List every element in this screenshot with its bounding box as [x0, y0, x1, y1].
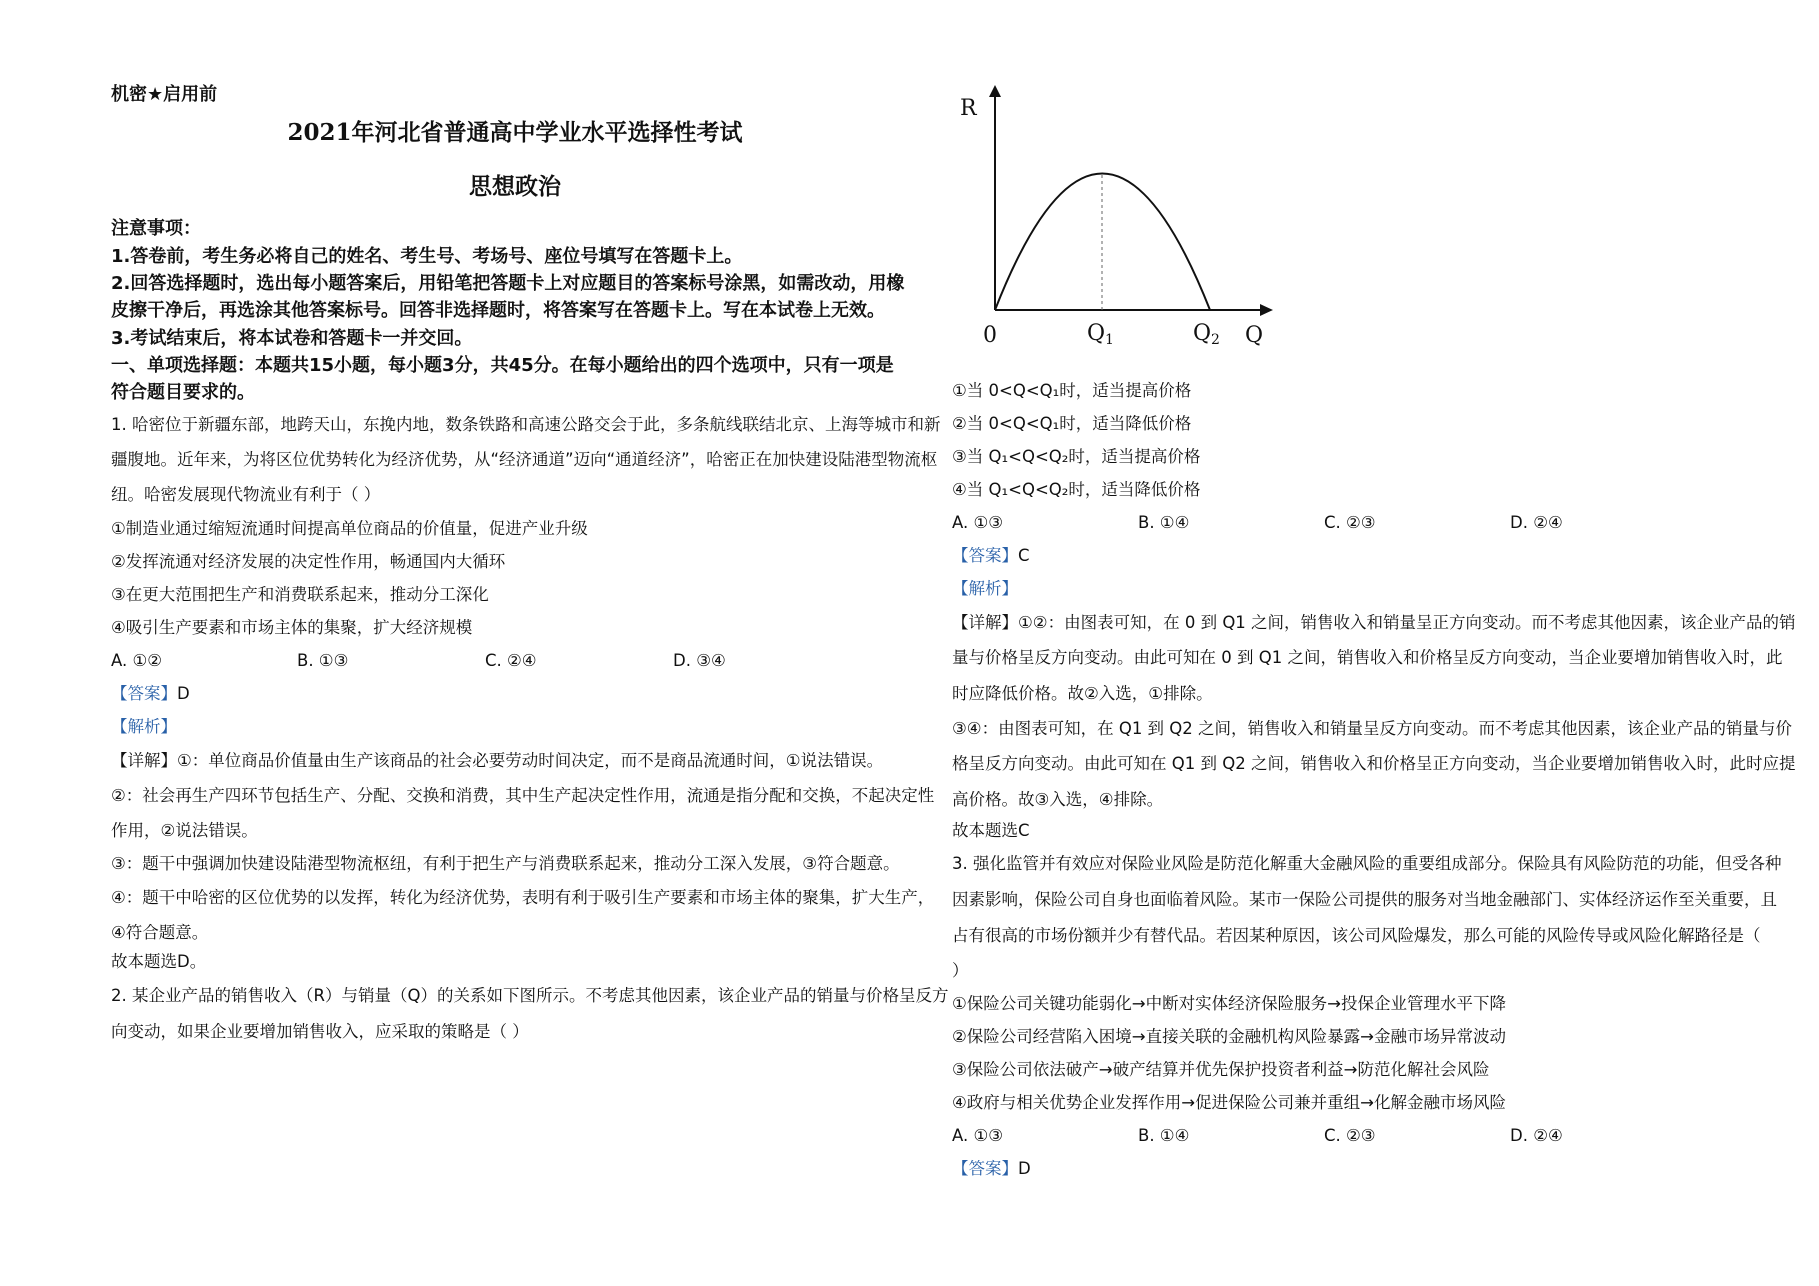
q2-option-d: D. ②④ — [1510, 513, 1563, 532]
q3-option-c: C. ②③ — [1324, 1126, 1376, 1145]
q2-stem-line-2: 向变动，如果企业要增加销售收入，应采取的策略是（ ） — [111, 1022, 529, 1041]
q1-statement-1: ①制造业通过缩短流通时间提高单位商品的价值量，促进产业升级 — [111, 519, 588, 538]
note-2: 2.回答选择题时，选出每小题答案后，用铅笔把答题卡上对应题目的答案标号涂黑，如需改动，用橡 — [111, 273, 905, 294]
q2-answer — [952, 545, 1030, 567]
q1-explanation-2-cont: 作用，②说法错误。 — [111, 821, 258, 840]
q3-stem-line-4: ） — [952, 961, 969, 980]
q3-option-a: A. ①③ — [952, 1126, 1004, 1145]
q1-statement-3: ③在更大范围把生产和消费联系起来，推动分工深化 — [111, 585, 489, 604]
y-axis-arrow-icon — [989, 85, 1001, 97]
note-2-cont: 皮擦干净后，再选涂其他答案标号。回答非选择题时，将答案写在答题卡上。写在本试卷上无效。 — [111, 300, 885, 321]
y-axis-label: R — [960, 96, 977, 121]
q3-statement-3: ③保险公司依法破产→破产结算并优先保护投资者利益→防范化解社会风险 — [952, 1060, 1490, 1079]
x-axis-arrow-icon — [1260, 304, 1273, 316]
q2-stem-line-1: 2. 某企业产品的销售收入（R）与销量（Q）的关系如下图所示。不考虑其他因素，该企业产品的销量与价格呈反方 — [111, 986, 949, 1005]
q2-option-b: B. ①④ — [1138, 513, 1190, 532]
subject-title: 思想政治 — [469, 174, 561, 200]
q1-option-c: C. ②④ — [485, 651, 537, 670]
q2-tick-main: Q — [1193, 321, 1212, 346]
q3-option-b: B. ①④ — [1138, 1126, 1190, 1145]
q1-explanation-3: ③：题干中强调加快建设陆港型物流枢纽，有利于把生产与消费联系起来，推动分工深入发展，③符合题意。 — [111, 854, 900, 873]
q2-explanation-2-end: 高价格。故③入选，④排除。 — [952, 790, 1164, 809]
q1-stem-line-2: 疆腹地。近年来，为将区位优势转化为经济优势，从“经济通道”迈向“通道经济”，哈密正在加快建设陆港型物流枢 — [111, 450, 938, 469]
q1-statement-4: ④吸引生产要素和市场主体的集聚，扩大经济规模 — [111, 618, 473, 637]
answer-value: D — [1018, 1159, 1031, 1178]
q3-answer — [952, 1158, 1031, 1180]
q1-tick — [1087, 321, 1114, 348]
answer-label: 【答案】 — [111, 684, 177, 703]
q1-statement-2: ②发挥流通对经济发展的决定性作用，畅通国内大循环 — [111, 552, 506, 571]
q1-explanation-2: ②：社会再生产四环节包括生产、分配、交换和消费，其中生产起决定性作用，流通是指分配和交换，不起决定性 — [111, 786, 935, 805]
q2-analysis-label: 【解析】 — [952, 579, 1018, 598]
q1-stem-line-3: 纽。哈密发展现代物流业有利于（ ） — [111, 485, 381, 504]
confidential-label: 机密★启用前 — [111, 84, 218, 105]
q3-stem-line-2: 因素影响，保险公司自身也面临着风险。某市一保险公司提供的服务对当地金融部门、实体经济运作至关重要，且 — [952, 890, 1777, 909]
q2-tick — [1193, 321, 1220, 348]
q3-statement-2: ②保险公司经营陷入困境→直接关联的金融机构风险暴露→金融市场异常波动 — [952, 1027, 1506, 1046]
q2-explanation-2: ③④：由图表可知，在 Q1 到 Q2 之间，销售收入和销量呈反方向变动。而不考虑其他因素，该企业产品的销量与价 — [952, 719, 1793, 738]
q1-answer — [111, 683, 190, 705]
q3-stem-line-1: 3. 强化监管并有效应对保险业风险是防范化解重大金融风险的重要组成部分。保险具有风险防范的功能，但受各种 — [952, 854, 1782, 873]
q2-statement-3: ③当 Q₁<Q<Q₂时，适当提高价格 — [952, 447, 1201, 466]
q1-option-a: A. ①② — [111, 651, 163, 670]
q2-explanation-1: 【详解】①②：由图表可知，在 0 到 Q1 之间，销售收入和销量呈正方向变动。而不考虑其他因素，该企业产品的销 — [952, 613, 1796, 632]
q3-stem-line-3: 占有很高的市场份额并少有替代品。若因某种原因，该公司风险爆发，那么可能的风险传导或风险化解路径是（ — [952, 926, 1761, 945]
q3-option-d: D. ②④ — [1510, 1126, 1563, 1145]
answer-label: 【答案】 — [952, 1159, 1018, 1178]
q1-explanation-4-cont: ④符合题意。 — [111, 923, 209, 942]
q2-tick-sub: 2 — [1211, 332, 1220, 348]
q2-explanation-1-end: 时应降低价格。故②入选，①排除。 — [952, 684, 1213, 703]
q1-tick-main: Q — [1087, 321, 1106, 346]
answer-label: 【答案】 — [952, 546, 1018, 565]
note-3: 3.考试结束后，将本试卷和答题卡一并交回。 — [111, 328, 473, 349]
q2-statement-4: ④当 Q₁<Q<Q₂时，适当降低价格 — [952, 480, 1201, 499]
notes-heading: 注意事项： — [111, 218, 201, 239]
answer-value: C — [1018, 546, 1030, 565]
section-1-heading-cont: 符合题目要求的。 — [111, 382, 255, 403]
q3-statement-4: ④政府与相关优势企业发挥作用→促进保险公司兼并重组→化解金融市场风险 — [952, 1093, 1506, 1112]
origin-label: 0 — [983, 323, 997, 348]
answer-value: D — [177, 684, 190, 703]
section-1-heading: 一、单项选择题：本题共15小题，每小题3分，共45分。在每小题给出的四个选项中，只有一项是 — [111, 355, 894, 376]
revenue-quantity-chart — [955, 85, 1275, 355]
q2-option-c: C. ②③ — [1324, 513, 1376, 532]
q2-explanation-2-cont: 格呈反方向变动。由此可知在 Q1 到 Q2 之间，销售收入和价格呈正方向变动，当企业要增加销售收入时，此时应提 — [952, 754, 1796, 773]
q1-analysis-label: 【解析】 — [111, 717, 177, 736]
q1-option-d: D. ③④ — [673, 651, 726, 670]
q2-option-a: A. ①③ — [952, 513, 1004, 532]
q2-explanation-1-cont: 量与价格呈反方向变动。由此可知在 0 到 Q1 之间，销售收入和价格呈反方向变动，当企业要增加销售收入时，此 — [952, 648, 1783, 667]
x-axis-label: Q — [1245, 323, 1264, 348]
q2-statement-2: ②当 0<Q<Q₁时，适当降低价格 — [952, 414, 1192, 433]
q1-explanation-4: ④：题干中哈密的区位优势的以发挥，转化为经济优势，表明有利于吸引生产要素和市场主体的聚集，扩大生产， — [111, 888, 935, 907]
q1-explanation-1: 【详解】①：单位商品价值量由生产该商品的社会必要劳动时间决定，而不是商品流通时间，①说法错误。 — [111, 751, 884, 770]
q1-tick-sub: 1 — [1105, 332, 1114, 348]
exam-title: 2021年河北省普通高中学业水平选择性考试 — [287, 119, 743, 146]
q1-stem-line-1: 1. 哈密位于新疆东部，地跨天山，东挽内地，数条铁路和高速公路交会于此，多条航线联结北京、上海等城市和新 — [111, 415, 941, 434]
q1-option-b: B. ①③ — [297, 651, 349, 670]
q2-conclusion: 故本题选C — [952, 821, 1030, 840]
q1-conclusion: 故本题选D。 — [111, 952, 207, 971]
q3-statement-1: ①保险公司关键功能弱化→中断对实体经济保险服务→投保企业管理水平下降 — [952, 994, 1506, 1013]
note-1: 1.答卷前，考生务必将自己的姓名、考生号、考场号、座位号填写在答题卡上。 — [111, 246, 743, 267]
q2-statement-1: ①当 0<Q<Q₁时，适当提高价格 — [952, 381, 1192, 400]
